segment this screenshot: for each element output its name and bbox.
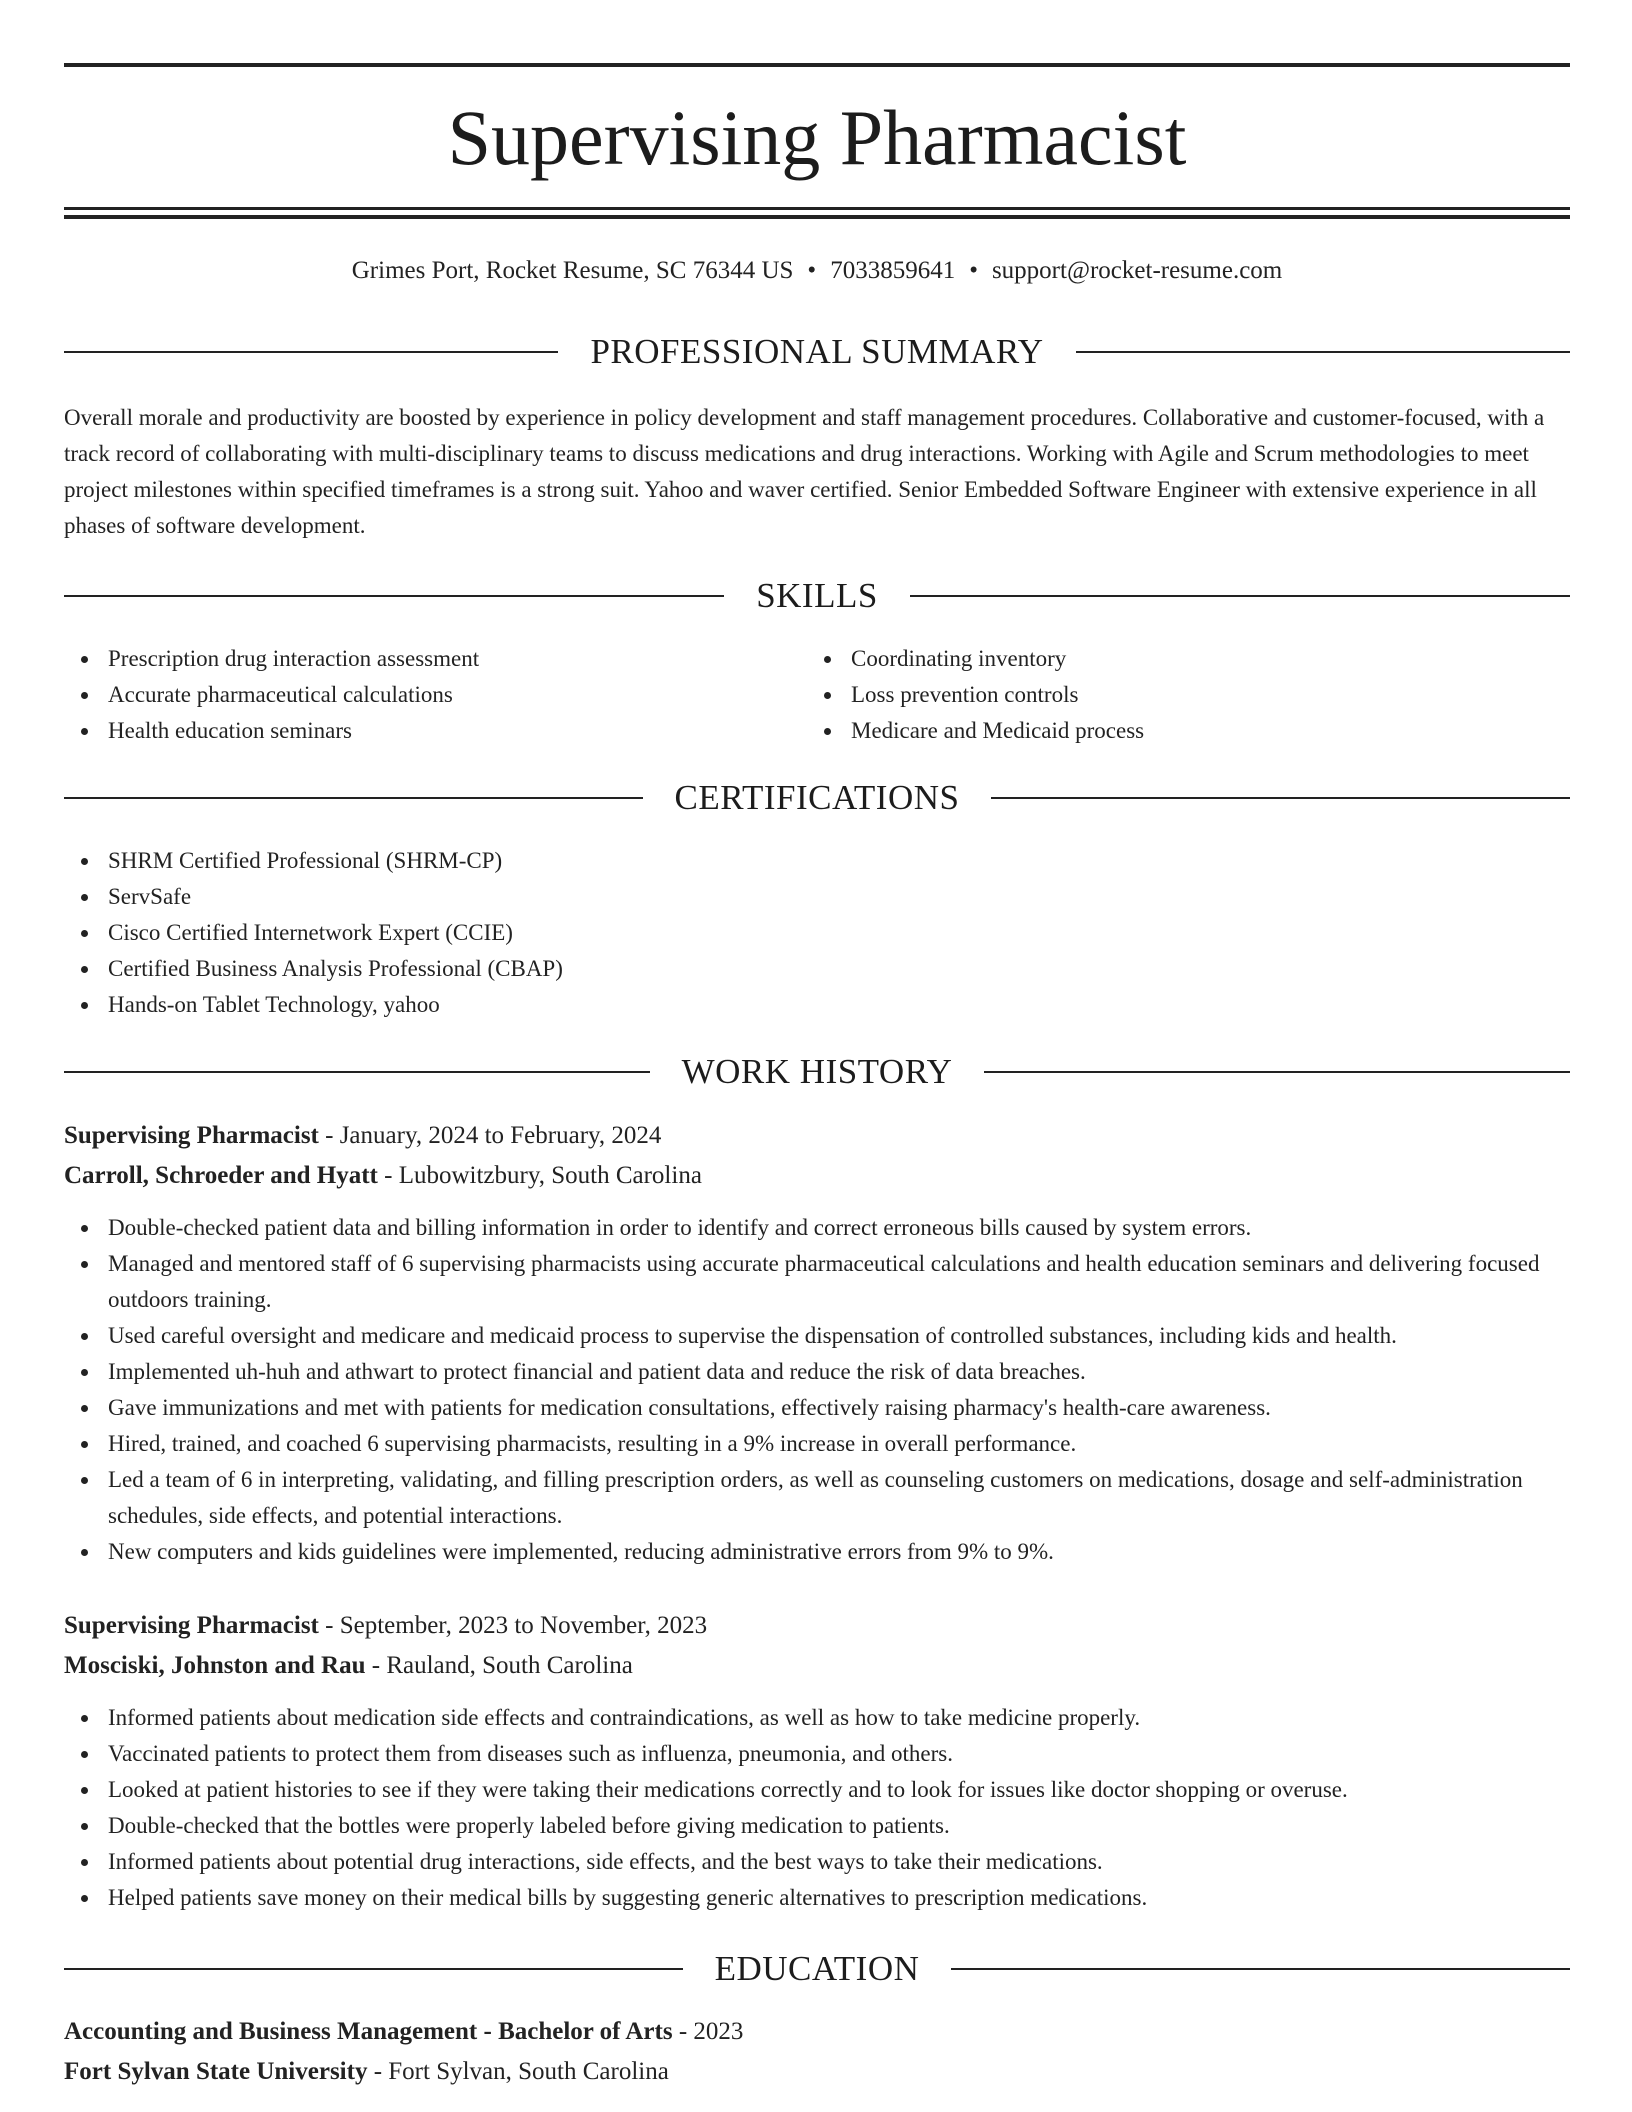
job-title-line [64,1608,1570,1644]
education-location: Fort Sylvan, South Carolina [388,2058,669,2085]
section-title: EDUCATION [714,1949,920,1988]
skill-item: Health education seminars [64,713,804,749]
certification-item: SHRM Certified Professional (SHRM-CP) [64,843,1570,879]
section-rule [64,1071,650,1073]
header-double-rule-upper [64,207,1570,210]
certification-item: Cisco Certified Internetwork Expert (CCIE) [64,915,1570,951]
education-school: Fort Sylvan State University [64,2058,368,2085]
section-header-skills [64,576,1570,616]
job-title-line [64,1118,1570,1154]
section-rule [984,1071,1570,1073]
job-bullet: Used careful oversight and medicare and medicaid process to supervise the dispensation of controlled substances, including kids and health. [64,1318,1570,1354]
section-rule [1076,351,1570,353]
contact-separator: • [969,257,978,284]
job-bullet: Vaccinated patients to protect them from diseases such as influenza, pneumonia, and others. [64,1736,1570,1772]
dash: - [318,1612,340,1639]
skill-item: Prescription drug interaction assessment [64,641,804,677]
education-school-line [64,2054,1570,2090]
skill-item: Accurate pharmaceutical calculations [64,677,804,713]
job-title: Supervising Pharmacist [64,1612,319,1639]
certification-item: ServSafe [64,879,1570,915]
section-rule [910,595,1570,597]
section-title: SKILLS [756,576,878,615]
section-rule [64,595,724,597]
dash: - [377,1162,399,1189]
skills-list-right [807,641,1570,749]
job-bullet: Helped patients save money on their medical bills by suggesting generic alternatives to prescription medications. [64,1880,1570,1916]
job-dates: January, 2024 to February, 2024 [339,1122,662,1149]
header-double-rule-lower [64,215,1570,219]
dash: - [672,2018,694,2045]
job-bullet: Implemented uh-huh and athwart to protect financial and patient data and reduce the risk of data breaches. [64,1354,1570,1390]
certification-item: Certified Business Analysis Professional (CBAP) [64,951,1570,987]
section-rule [64,1968,683,1970]
job-bullet: Double-checked that the bottles were properly labeled before giving medication to patients. [64,1808,1570,1844]
job-company: Carroll, Schroeder and Hyatt [64,1162,378,1189]
skill-item: Coordinating inventory [807,641,1570,677]
job-company-line [64,1158,1570,1194]
job-bullet: Hired, trained, and coached 6 supervising pharmacists, resulting in a 9% increase in overall performance. [64,1426,1570,1462]
education-degree-line [64,2014,1570,2050]
contact-address: Grimes Port, Rocket Resume, SC 76344 US [351,257,794,284]
education-degree: Accounting and Business Management - Bachelor of Arts [64,2018,673,2045]
job-bullets [64,1700,1570,1916]
contact-line [64,254,1570,288]
dash: - [367,2058,389,2085]
section-header-certifications [64,778,1570,818]
education-year: 2023 [693,2018,744,2045]
dash: - [318,1122,340,1149]
job-bullet: Informed patients about medication side effects and contraindications, as well as how to take medicine properly. [64,1700,1570,1736]
job-location: Rauland, South Carolina [386,1652,633,1679]
skills-list-left [64,641,804,749]
section-title: WORK HISTORY [681,1052,953,1091]
certifications-list [64,843,1570,1023]
job-company-line [64,1648,1570,1684]
job-bullet: Gave immunizations and met with patients for medication consultations, effectively raising pharmacy's health-care awareness. [64,1390,1570,1426]
contact-separator: • [807,257,817,284]
section-rule [64,797,643,799]
job-bullet: Led a team of 6 in interpreting, validating, and filling prescription orders, as well as counseling customers on medications, dosage and self-administration schedules, side effects, and potential interactions. [64,1462,1570,1534]
job-bullet: Informed patients about potential drug interactions, side effects, and the best ways to take their medications. [64,1844,1570,1880]
header-top-rule [64,63,1570,67]
summary-text: Overall morale and productivity are boosted by experience in policy development and staff management procedures. Collaborative and customer-focused, with a track record of collaborating with multi-disciplinary teams to discuss medications and drug interactions. Working with Agile and Scrum methodologies to meet project milestones within specified timeframes is a strong suit. Yahoo and waver certified. Senior Embedded Software Engineer with extensive experience in all phases of software development. [64,405,1545,538]
section-header-summary [64,332,1570,372]
job-bullet: Looked at patient histories to see if they were taking their medications correctly and to look for issues like doctor shopping or overuse. [64,1772,1570,1808]
job-location: Lubowitzbury, South Carolina [398,1162,702,1189]
job-bullet: New computers and kids guidelines were implemented, reducing administrative errors from 9% to 9%. [64,1534,1570,1570]
section-rule [991,797,1570,799]
section-header-education [64,1949,1570,1989]
job-bullet: Double-checked patient data and billing information in order to identify and correct erroneous bills caused by system errors. [64,1210,1570,1246]
section-rule [951,1968,1570,1970]
job-bullets [64,1210,1570,1570]
section-rule [64,351,558,353]
section-title: CERTIFICATIONS [674,778,960,817]
skill-item: Loss prevention controls [807,677,1570,713]
job-dates: September, 2023 to November, 2023 [339,1612,708,1639]
section-header-work-history [64,1052,1570,1092]
dash: - [365,1652,387,1679]
candidate-name: Supervising Pharmacist [447,94,1187,181]
section-title: PROFESSIONAL SUMMARY [590,332,1044,371]
job-bullet: Managed and mentored staff of 6 supervising pharmacists using accurate pharmaceutical calculations and health education seminars and delivering focused outdoors training. [64,1246,1570,1318]
contact-email: support@rocket-resume.com [991,257,1283,284]
job-company: Mosciski, Johnston and Rau [64,1652,366,1679]
skill-item: Medicare and Medicaid process [807,713,1570,749]
contact-phone: 7033859641 [830,257,956,284]
certification-item: Hands-on Tablet Technology, yahoo [64,987,1570,1023]
job-title: Supervising Pharmacist [64,1122,319,1149]
